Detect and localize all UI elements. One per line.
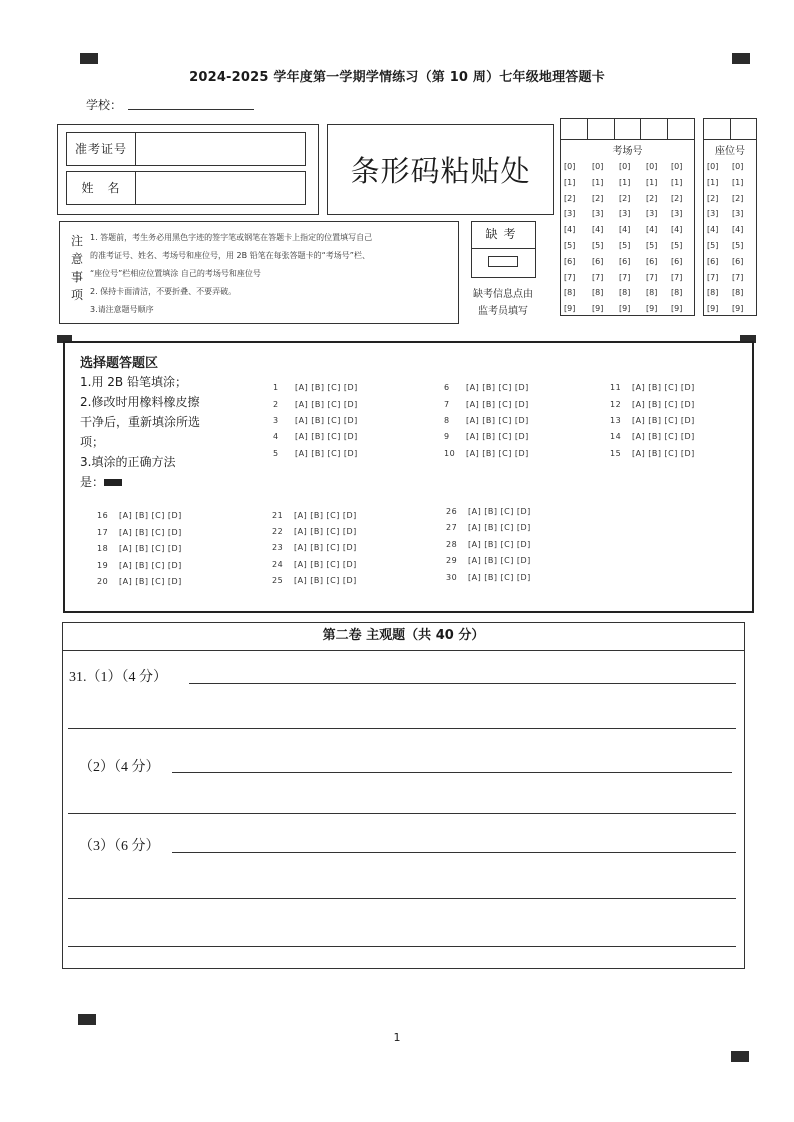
notes-box xyxy=(59,221,459,324)
question-row[interactable]: 22 [A] [B] [C] [D] xyxy=(272,527,357,536)
timing-mark-top-right xyxy=(732,53,750,64)
absent-fill-box[interactable] xyxy=(488,256,518,267)
exam-id-label: 准考证号 xyxy=(67,133,136,165)
question-row[interactable]: 19 [A] [B] [C] [D] xyxy=(97,561,182,570)
answer-line[interactable] xyxy=(172,852,736,853)
question-row[interactable]: 29 [A] [B] [C] [D] xyxy=(446,556,531,565)
seat-title: 座位号 xyxy=(715,146,745,157)
absent-note xyxy=(463,286,543,320)
question-row[interactable]: 1 [A] [B] [C] [D] xyxy=(273,383,358,392)
question-row[interactable]: 25 [A] [B] [C] [D] xyxy=(272,576,357,585)
instruction-line: 是： xyxy=(80,472,228,492)
q31-1-label: 31.（1）（4 分） xyxy=(69,670,167,685)
absent-note-line1: 缺考信息点由 xyxy=(473,289,533,300)
question-row[interactable]: 2 [A] [B] [C] [D] xyxy=(273,400,358,409)
exam-id-row[interactable] xyxy=(66,132,306,166)
seat-write-cells[interactable] xyxy=(704,119,756,139)
seat-grid[interactable] xyxy=(703,118,757,316)
exam-room-write-cells[interactable] xyxy=(561,119,694,139)
answer-line[interactable] xyxy=(172,772,732,773)
question-row[interactable]: 24 [A] [B] [C] [D] xyxy=(272,560,357,569)
question-row[interactable]: 30 [A] [B] [C] [D] xyxy=(446,573,531,582)
answer-line[interactable] xyxy=(68,813,736,814)
barcode-area: 条形码粘贴处 xyxy=(327,124,554,215)
question-row[interactable]: 27 [A] [B] [C] [D] xyxy=(446,523,531,532)
notes-item: 3.请注意题号顺序 xyxy=(90,305,154,314)
timing-mark-bottom-left xyxy=(78,1014,96,1025)
instruction-line: 干净后，重新填涂所选 xyxy=(80,415,201,429)
choice-instructions xyxy=(80,372,228,492)
exam-room-grid[interactable] xyxy=(560,118,695,316)
question-row[interactable]: 10 [A] [B] [C] [D] xyxy=(444,449,529,458)
answer-line[interactable] xyxy=(189,683,736,684)
timing-mark-top-left xyxy=(80,53,98,64)
subjective-title: 第二卷 主观题（共 40 分） xyxy=(62,622,745,651)
exam-room-digit-column[interactable]: [0] [1] [2] [3] [4] [5] [6] [7] [8] [9] xyxy=(592,162,604,314)
school-label: 学校： xyxy=(86,98,123,112)
notes-item: 的准考证号、姓名、考场号和座位号，用 2B 铅笔在每张答题卡的“考场号”栏、 xyxy=(90,251,370,260)
seat-digit-column[interactable]: [0] [1] [2] [3] [4] [5] [6] [7] [8] [9] xyxy=(707,162,719,314)
school-input[interactable] xyxy=(128,109,254,110)
timing-mark-bottom-right xyxy=(731,1051,749,1062)
question-row[interactable]: 13 [A] [B] [C] [D] xyxy=(610,416,695,425)
seat-digit-column[interactable]: [0] [1] [2] [3] [4] [5] [6] [7] [8] [9] xyxy=(732,162,744,314)
question-row[interactable]: 20 [A] [B] [C] [D] xyxy=(97,577,182,586)
q31-2-label: （2）（4 分） xyxy=(79,760,160,775)
question-row[interactable]: 7 [A] [B] [C] [D] xyxy=(444,400,529,409)
question-row[interactable]: 16 [A] [B] [C] [D] xyxy=(97,511,182,520)
instruction-line: 3.填涂的正确方法 xyxy=(80,455,176,469)
notes-item: “座位号”栏相应位置填涂 自己的考场号和座位号 xyxy=(90,269,261,278)
absent-box xyxy=(471,221,536,278)
exam-room-digit-column[interactable]: [0] [1] [2] [3] [4] [5] [6] [7] [8] [9] xyxy=(619,162,631,314)
question-row[interactable]: 6 [A] [B] [C] [D] xyxy=(444,383,529,392)
question-row[interactable]: 23 [A] [B] [C] [D] xyxy=(272,543,357,552)
question-row[interactable]: 26 [A] [B] [C] [D] xyxy=(446,507,531,516)
question-row[interactable]: 8 [A] [B] [C] [D] xyxy=(444,416,529,425)
question-row[interactable]: 21 [A] [B] [C] [D] xyxy=(272,511,357,520)
question-row[interactable]: 14 [A] [B] [C] [D] xyxy=(610,432,695,441)
absent-label: 缺考 xyxy=(472,222,535,249)
choice-heading: 选择题答题区 xyxy=(80,356,159,371)
instruction-line: 项； xyxy=(80,435,105,449)
name-label: 姓 名 xyxy=(67,172,136,204)
exam-room-title: 考场号 xyxy=(612,146,643,157)
page-number: 1 xyxy=(393,1031,401,1044)
question-row[interactable]: 4 [A] [B] [C] [D] xyxy=(273,432,358,441)
exam-room-digit-column[interactable]: [0] [1] [2] [3] [4] [5] [6] [7] [8] [9] xyxy=(564,162,576,314)
answer-line[interactable] xyxy=(68,946,736,947)
exam-room-digit-column[interactable]: [0] [1] [2] [3] [4] [5] [6] [7] [8] [9] xyxy=(646,162,658,314)
identity-block xyxy=(57,124,319,215)
question-row[interactable]: 11 [A] [B] [C] [D] xyxy=(610,383,695,392)
question-row[interactable]: 18 [A] [B] [C] [D] xyxy=(97,544,182,553)
answer-line[interactable] xyxy=(68,728,736,729)
notes-item: 2. 保持卡面清洁，不要折叠、不要弄破。 xyxy=(90,287,237,296)
page-title: 2024-2025 学年度第一学期学情练习（第 10 周）七年级地理答题卡 xyxy=(189,70,605,85)
question-row[interactable]: 3 [A] [B] [C] [D] xyxy=(273,416,358,425)
answer-line[interactable] xyxy=(68,898,736,899)
instruction-line: 2.修改时用橡料橡皮擦 xyxy=(80,395,200,409)
question-row[interactable]: 28 [A] [B] [C] [D] xyxy=(446,540,531,549)
q31-3-label: （3）（6 分） xyxy=(79,839,160,854)
notes-heading: 注意事项 xyxy=(70,234,83,302)
exam-room-digit-column[interactable]: [0] [1] [2] [3] [4] [5] [6] [7] [8] [9] xyxy=(671,162,683,314)
notes-item: 1. 答题前，考生务必用黑色字迹的签字笔或钢笔在答题卡上指定的位置填写自己 xyxy=(90,233,373,242)
instruction-line: 1.用 2B 铅笔填涂； xyxy=(80,375,187,389)
notes-list xyxy=(90,229,452,319)
question-row[interactable]: 9 [A] [B] [C] [D] xyxy=(444,432,529,441)
absent-note-line2: 监考员填写 xyxy=(478,306,528,317)
question-row[interactable]: 12 [A] [B] [C] [D] xyxy=(610,400,695,409)
name-row[interactable] xyxy=(66,171,306,205)
question-row[interactable]: 17 [A] [B] [C] [D] xyxy=(97,528,182,537)
question-row[interactable]: 15 [A] [B] [C] [D] xyxy=(610,449,695,458)
question-row[interactable]: 5 [A] [B] [C] [D] xyxy=(273,449,358,458)
filled-mark-example xyxy=(104,479,122,486)
